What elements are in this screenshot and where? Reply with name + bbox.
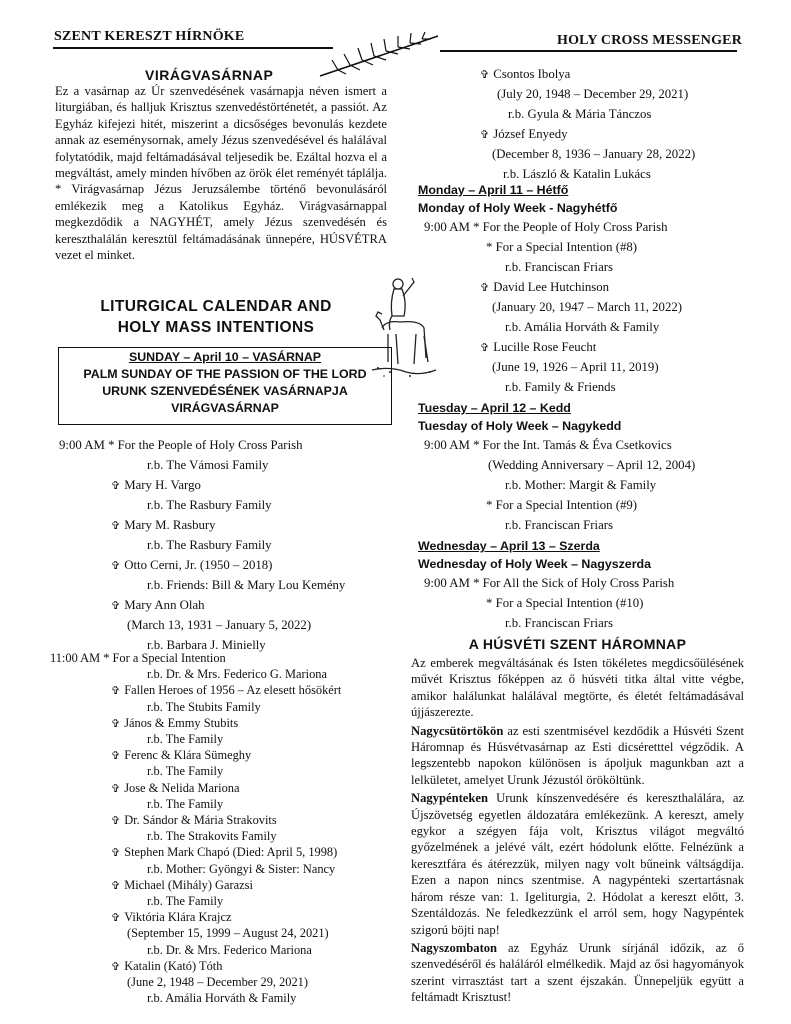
sunday-intention-9am: 9:00 AM * For the People of Holy Cross Parish [59, 438, 303, 452]
wednesday-intention: 9:00 AM * For All the Sick of Holy Cross Parish [424, 576, 675, 590]
cross-icon: ✞ [111, 879, 121, 892]
monday-dates: (January 20, 1947 – March 11, 2022) [492, 300, 683, 314]
monday-rb: r.b. Amália Horváth & Family [505, 320, 660, 334]
right-rb: r.b. László & Katalin Lukács [503, 167, 651, 181]
monday-dates: (June 19, 1926 – April 11, 2019) [492, 360, 659, 374]
triduum-p4: Nagyszombaton az Egyház Urunk sírjánál időzik, az ő szenvedéséről és haláláról elmélkedik. Majd az ősi hagyományok szerint virrasztást tart a szent éjszakán. Ünnepeljük együtt a feltámadt Krisztust! [411, 940, 744, 1005]
cross-icon: ✞ [111, 912, 121, 925]
tuesday-day-label: Tuesday – April 12 – Kedd [418, 401, 571, 415]
right-name: ✞ Csontos Ibolya [480, 67, 571, 81]
header-left-title: SZENT KERESZT HÍRNÖKE [54, 29, 245, 44]
sunday-name: ✞ Jose & Nelida Mariona [111, 780, 240, 795]
triduum-p3-bold: Nagypénteken [411, 791, 488, 806]
right-name: ✞ József Enyedy [480, 127, 568, 141]
monday-rb: r.b. Family & Friends [505, 380, 616, 394]
sunday-name: ✞ Otto Cerni, Jr. (1950 – 2018) [111, 558, 273, 572]
sunday-name: ✞ Fallen Heroes of 1956 – Az elesett hősökért [111, 683, 342, 698]
tuesday-intention: 9:00 AM * For the Int. Tamás & Éva Csetkovics [424, 438, 672, 452]
triduum-p4-bold: Nagyszombaton [411, 940, 498, 955]
tuesday-note: (Wedding Anniversary – April 12, 2004) [488, 458, 696, 472]
cross-icon: ✞ [111, 520, 121, 532]
sunday-intention-11am: 11:00 AM * For a Special Intention [50, 651, 226, 665]
sunday-name: ✞ Michael (Mihály) Garazsi [111, 877, 253, 892]
cross-icon: ✞ [111, 685, 121, 698]
wednesday-intention: * For a Special Intention (#10) [486, 596, 644, 610]
monday-name: ✞ Lucille Rose Feucht [480, 340, 597, 354]
monday-rb: r.b. Franciscan Friars [505, 260, 614, 274]
triduum-p3: Nagypénteken Urunk kínszenvedésére és kereszthalálára, az Újszövetség egyetlen áldozatára emlékezünk. A kereszt, amely egykor a szégyen fája volt, Krisztus világot megváltó győzelmének a jelévé vált, ezért hódolunk előtte. Felnézünk a keresztfára és átérezzük, milyen nagy volt bűneink váltságdíja. Ezen a napon nincs szentmise. A nagypénteki szertartásnak három része van: 1. Igeliturgia, 2. Hódolat a kereszt előtt, 3. Szentáldozás. Ne feledkezzünk el arról sem, hogy Nagypéntek szigorú böjti nap! [411, 791, 744, 937]
cross-icon: ✞ [111, 560, 121, 572]
monday-day-label: Monday – April 11 – Hétfő [418, 183, 569, 197]
sunday-line2: URUNK SZENVEDÉSÉNEK VASÁRNAPJA [102, 384, 348, 398]
sunday-day-label: SUNDAY – April 10 – VASÁRNAP [128, 350, 322, 364]
right-rb: r.b. Gyula & Mária Tánczos [508, 107, 652, 121]
sunday-name: ✞ Viktória Klára Krajcz [111, 910, 232, 925]
sunday-rb: r.b. The Strakovits Family [147, 829, 277, 844]
cross-icon: ✞ [111, 782, 121, 795]
right-dates: (December 8, 1936 – January 28, 2022) [492, 147, 696, 161]
cross-icon: ✞ [111, 717, 121, 730]
sunday-rb: r.b. The Family [147, 732, 224, 746]
tuesday-rb: r.b. Franciscan Friars [505, 518, 614, 532]
sunday-dates: (March 13, 1931 – January 5, 2022) [127, 618, 312, 632]
sunday-rb: r.b. The Stubits Family [147, 699, 261, 714]
sunday-name: ✞ Stephen Mark Chapó (Died: April 5, 1998) [111, 845, 338, 860]
sunday-name: ✞ Mary H. Vargo [111, 478, 201, 492]
sunday-rb: r.b. The Family [147, 796, 224, 811]
wednesday-day-label: Wednesday – April 13 – Szerda [418, 539, 600, 553]
tuesday-title: Tuesday of Holy Week – Nagykedd [418, 419, 622, 433]
monday-title: Monday of Holy Week - Nagyhétfő [418, 201, 618, 215]
sunday-dates: (June 2, 1948 – December 29, 2021) [127, 975, 308, 989]
cross-icon: ✞ [480, 342, 490, 354]
triduum-title: A HÚSVÉTI SZENT HÁROMNAP [468, 636, 687, 652]
header-right-title: HOLY CROSS MESSENGER [557, 33, 743, 48]
cross-icon: ✞ [111, 480, 121, 492]
sunday-rb: r.b. The Rasbury Family [147, 538, 272, 552]
sunday-name: ✞ János & Emmy Stubits [111, 715, 239, 730]
header-rule-left [53, 47, 333, 49]
sunday-name: ✞ Dr. Sándor & Mária Strakovits [111, 813, 277, 827]
sunday-line1: PALM SUNDAY OF THE PASSION OF THE LORD [83, 367, 367, 381]
tuesday-intention: * For a Special Intention (#9) [486, 498, 638, 512]
sunday-rb: r.b. Amália Horváth & Family [147, 991, 297, 1006]
sunday-rb: r.b. Mother: Gyöngyi & Sister: Nancy [147, 861, 336, 876]
sunday-rb: r.b. Barbara J. Minielly [147, 638, 266, 652]
cross-icon: ✞ [111, 600, 121, 612]
tuesday-rb: r.b. Mother: Margit & Family [505, 478, 657, 492]
triduum-p2-bold: Nagycsütörtökön [411, 723, 504, 738]
cross-icon: ✞ [480, 129, 490, 141]
cross-icon: ✞ [480, 282, 490, 294]
right-dates: (July 20, 1948 – December 29, 2021) [497, 87, 689, 101]
cross-icon: ✞ [111, 750, 121, 763]
liturgical-title-line1: LITURGICAL CALENDAR AND [100, 298, 332, 315]
sunday-dates: (September 15, 1999 – August 24, 2021) [127, 926, 329, 941]
monday-intention: 9:00 AM * For the People of Holy Cross Parish [424, 220, 668, 234]
sunday-name: ✞ Mary Ann Olah [111, 598, 205, 612]
viragvasarnap-text: Ez a vasárnap az Úr szenvedésének vasárnapja néven ismert a liturgiában, és halljuk Krisztus szenvedéstörténetét, a passiót. Az Egyház kifejezi hitét, miszerint a dicsőséges bevonulás kezdete annak az eseménysornak, amely Jézus szenvedésével és halálával folytatódik, majd feltámadásával teljesedik be. Ezáltal hozva el a megváltást, amely minden hívőben az örök élet reményét táplálja. * Virágvasárnap Jézus Jeruzsálembe történő bevonulásáról emlékezik meg a Katolikus Egyház. Virágvasárnappal megkezdődik a NAGYHÉT, amely Jézus szenvedésén és kereszthalálán keresztül feltámadásának ünnepére, HÚSVÉTRA vezet el minket. [55, 84, 387, 263]
cross-icon: ✞ [480, 69, 490, 81]
wednesday-rb: r.b. Franciscan Friars [505, 616, 614, 630]
cross-icon: ✞ [111, 847, 121, 860]
palm-branch-icon [318, 30, 443, 80]
triduum-p2: Nagycsütörtökön az esti szentmisével kezdődik a Húsvéti Szent Háromnap és Húsvétvasárnap az Esti dicséretttel végződik. A legszentebb napokon különösen is ápoljuk magunkban azt a lelkületet, amelyet Urunk Jézustól örököltünk. [411, 723, 744, 787]
liturgical-title-line2: HOLY MASS INTENTIONS [117, 319, 315, 336]
sunday-rb: r.b. The Vámosi Family [147, 458, 269, 472]
cross-icon: ✞ [111, 960, 121, 973]
header-rule-right [440, 50, 737, 52]
sunday-rb: r.b. Dr. & Mrs. Federico Mariona [147, 942, 312, 957]
monday-intention: * For a Special Intention (#8) [486, 240, 638, 254]
viragvasarnap-title: VIRÁGVASÁRNAP [145, 67, 274, 83]
sunday-rb: r.b. Dr. & Mrs. Federico G. Mariona [147, 667, 327, 682]
monday-name: ✞ David Lee Hutchinson [480, 280, 610, 294]
sunday-name: ✞ Katalin (Kató) Tóth [111, 958, 223, 973]
sunday-rb: r.b. The Family [147, 764, 224, 779]
sunday-rb: r.b. The Rasbury Family [147, 498, 272, 512]
sunday-rb: r.b. The Family [147, 894, 224, 908]
sunday-rb: r.b. Friends: Bill & Mary Lou Kemény [147, 578, 346, 592]
sunday-name: ✞ Mary M. Rasbury [111, 518, 216, 532]
wednesday-title: Wednesday of Holy Week – Nagyszerda [418, 557, 651, 571]
triduum-text [411, 655, 744, 1006]
sunday-line3: VIRÁGVASÁRNAP [171, 401, 279, 415]
sunday-name: ✞ Ferenc & Klára Sümeghy [111, 748, 252, 763]
triduum-p1: Az emberek megváltásának és Isten tökéletes megdicsőülésének művét Krisztus főképpen az ő húsvéti titka által vitte végbe, amikor halálunkat halálával megtörte, és életét feltámadásával újjászerezte. [411, 656, 744, 720]
cross-icon: ✞ [111, 815, 121, 827]
